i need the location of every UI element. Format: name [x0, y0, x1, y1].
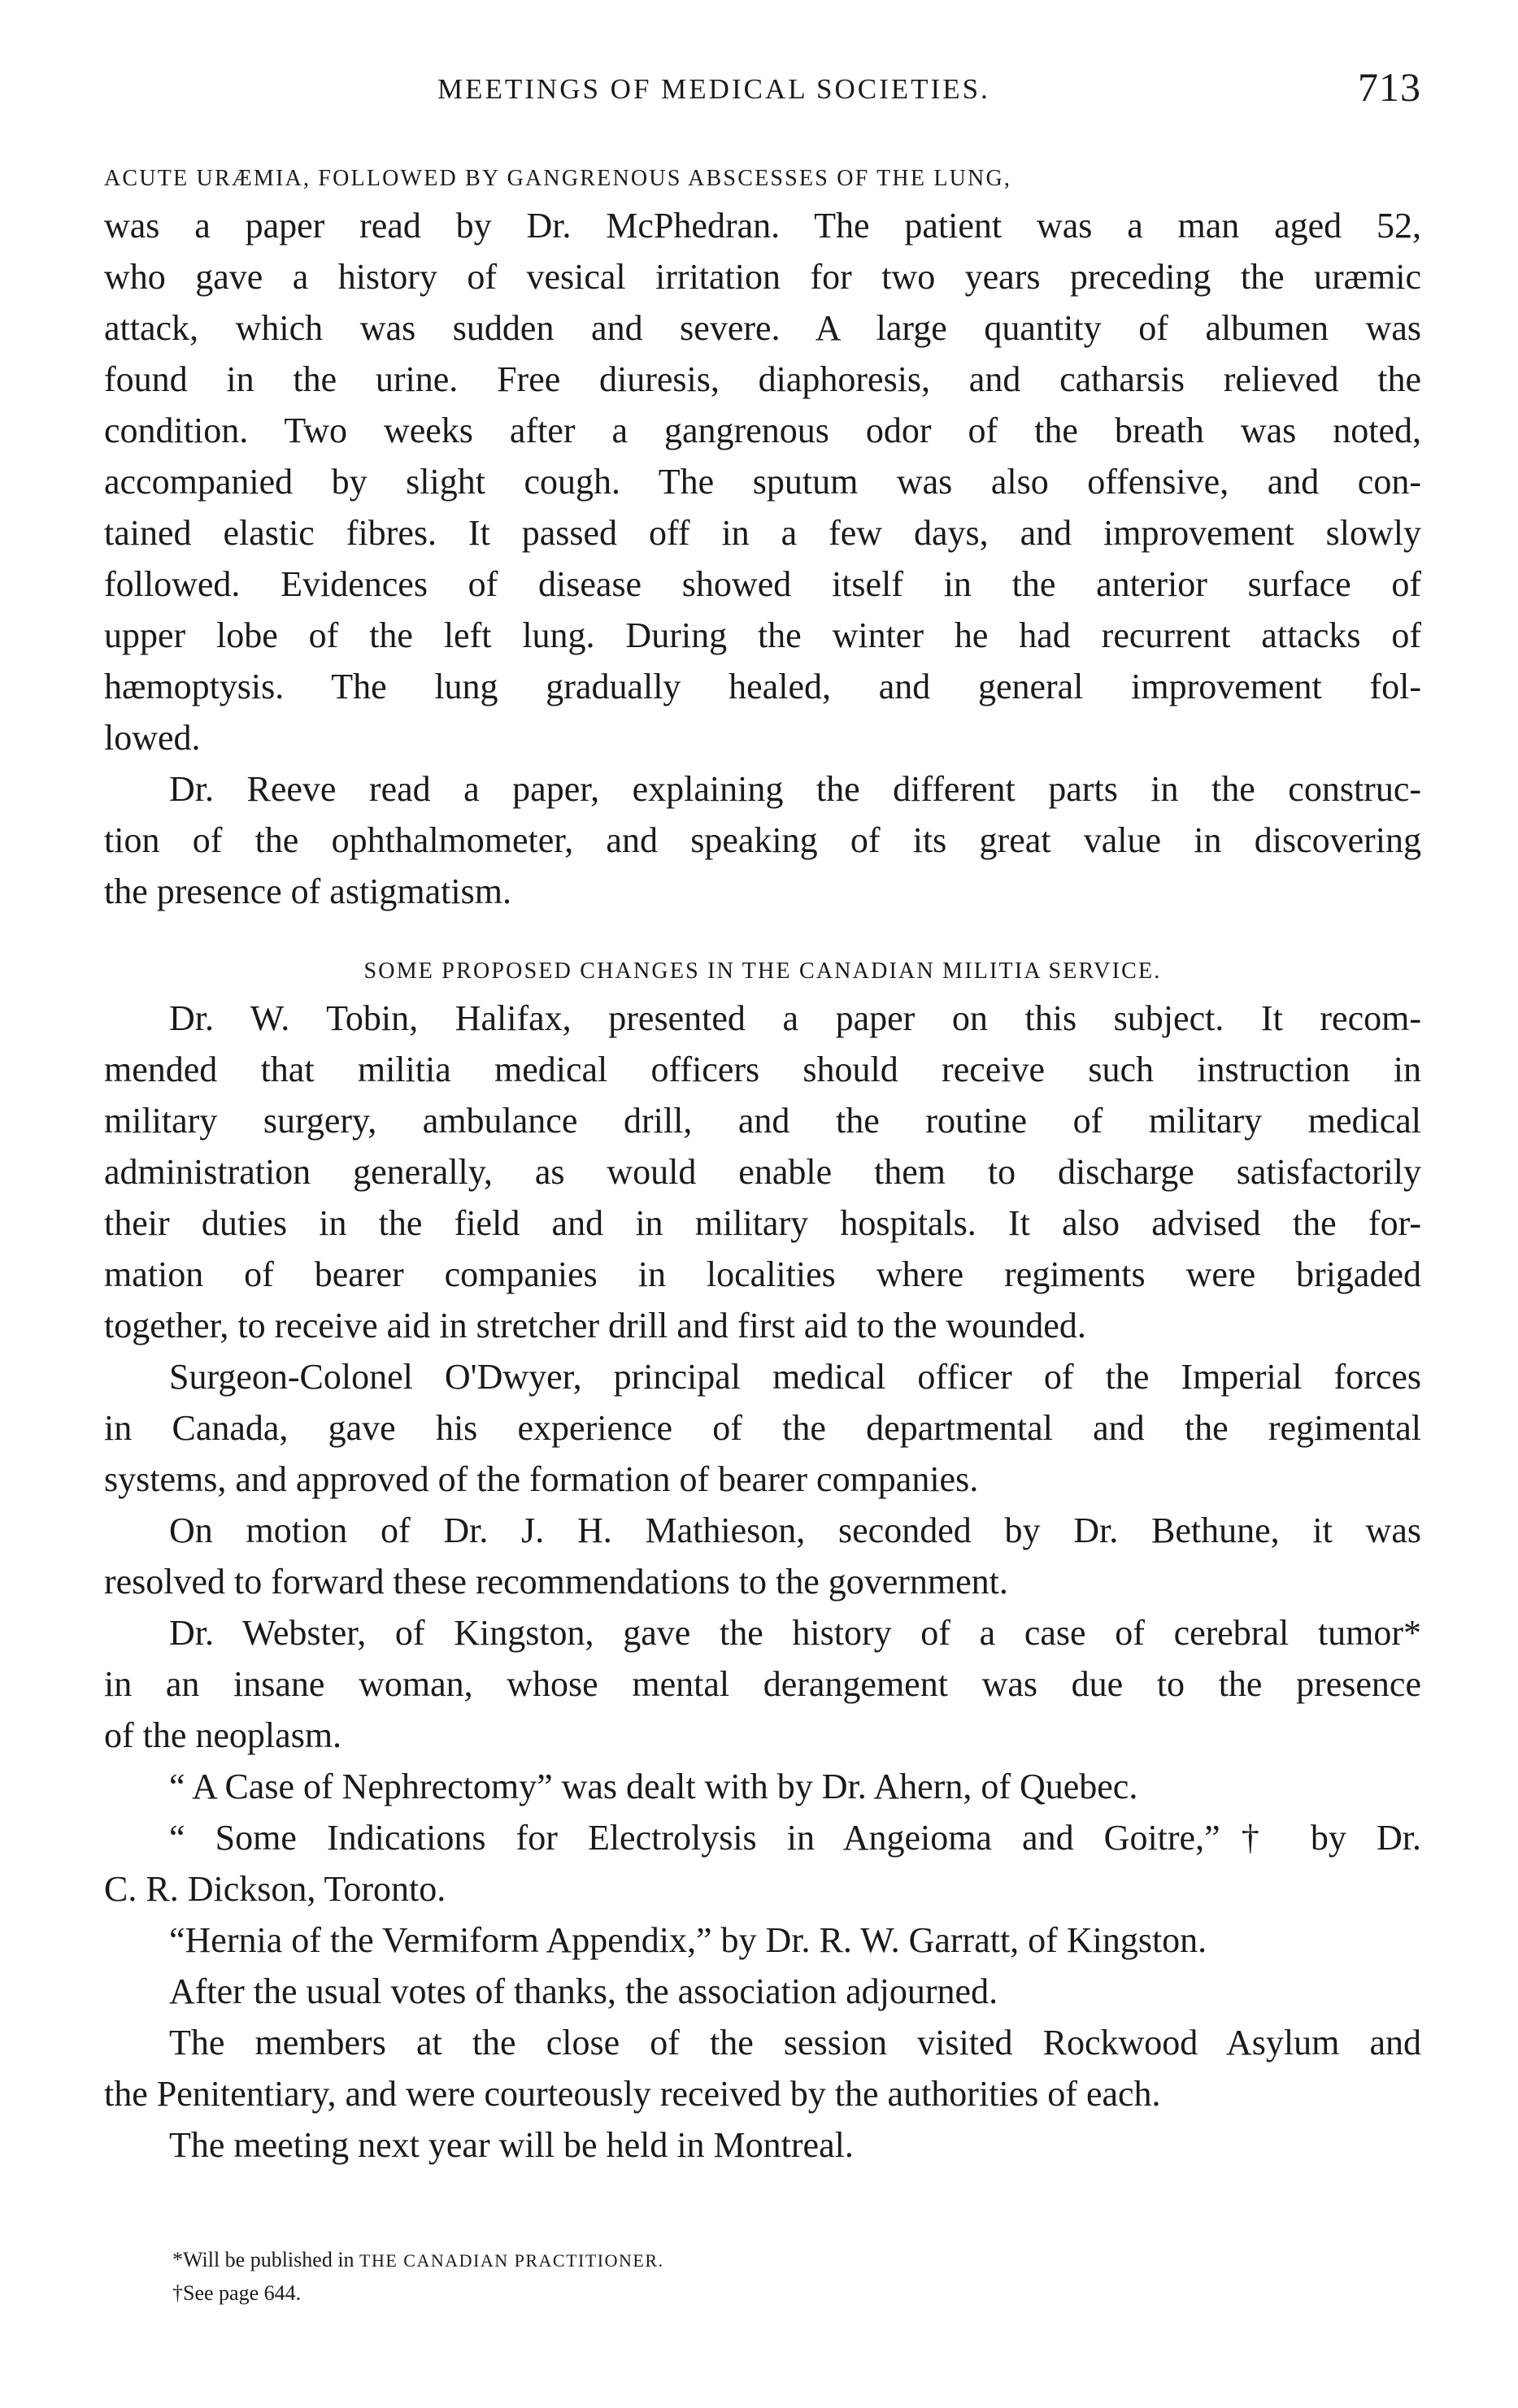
footnote-journal-name: THE CANADIAN PRACTITIONER.: [359, 2250, 664, 2271]
paragraph-mathieson-motion: [104, 1505, 1421, 1607]
text-line: who gave a history of vesical irritation for two years preceding the uræmic: [104, 257, 1421, 297]
paragraph-hernia: [104, 1915, 1421, 1966]
text-line: upper lobe of the left lung. During the winter he had recurrent attacks of: [104, 615, 1421, 655]
text-line: of the neoplasm.: [104, 1715, 342, 1755]
text-line: hæmoptysis. The lung gradually healed, and general improvement fol-: [104, 667, 1421, 706]
text-line: The members at the close of the session visited Rockwood Asylum and: [169, 2023, 1421, 2062]
paragraph-nephrectomy: [104, 1761, 1421, 1812]
text-line: C. R. Dickson, Toronto.: [104, 1869, 446, 1909]
text-line: “ A Case of Nephrectomy” was dealt with by Dr. Ahern, of Quebec.: [169, 1767, 1138, 1806]
text-line: “Hernia of the Vermiform Appendix,” by Dr. R. W. Garratt, of Kingston.: [169, 1920, 1207, 1960]
footnote-electrolysis: †See page 644.: [172, 2281, 302, 2305]
page-number: 713: [1358, 64, 1421, 110]
paragraph-adjourned: [104, 1966, 1421, 2017]
paragraph-visits: [104, 2017, 1421, 2119]
running-head: [104, 63, 1421, 128]
text-line: Dr. W. Tobin, Halifax, presented a paper on this subject. It recom-: [169, 998, 1421, 1038]
text-line: “ Some Indications for Electrolysis in Angeioma and Goitre,”† by Dr.: [169, 1818, 1421, 1858]
text-line: accompanied by slight cough. The sputum was also offensive, and con-: [104, 462, 1421, 502]
section-heading-acute-uraemia: ACUTE URÆMIA, FOLLOWED BY GANGRENOUS ABSCESSES OF THE LUNG,: [104, 166, 1012, 191]
paragraph-reeve: [104, 763, 1421, 917]
text-line: together, to receive aid in stretcher drill and first aid to the wounded.: [104, 1306, 1086, 1345]
text-line: the Penitentiary, and were courteously received by the authorities of each.: [104, 2074, 1161, 2114]
paragraph-next-meeting: [104, 2119, 1421, 2171]
text-line: tained elastic fibres. It passed off in a few days, and improvement slowly: [104, 513, 1421, 553]
paragraph-electrolysis: [104, 1812, 1421, 1915]
paragraph-tobin: [104, 993, 1421, 1351]
text-line: their duties in the field and in military hospitals. It also advised the for-: [104, 1203, 1421, 1243]
text-line: systems, and approved of the formation of bearer companies.: [104, 1459, 979, 1499]
footnote-tumor-text: *Will be published in: [172, 2248, 360, 2271]
footnote-tumor: [172, 2244, 1067, 2277]
paragraph-webster: [104, 1607, 1421, 1761]
text-line: mended that militia medical officers should receive such instruction in: [104, 1050, 1421, 1089]
paragraph-odwyer: [104, 1351, 1421, 1505]
text-line: Surgeon-Colonel O'Dwyer, principal medical officer of the Imperial forces: [169, 1357, 1421, 1397]
text-line: administration generally, as would enable them to discharge satisfactorily: [104, 1152, 1421, 1192]
text-line: Dr. Reeve read a paper, explaining the different parts in the construc-: [169, 769, 1421, 809]
text-line: Dr. Webster, of Kingston, gave the history of a case of cerebral tumor*: [169, 1613, 1421, 1653]
text-line: was a paper read by Dr. McPhedran. The patient was a man aged 52,: [104, 206, 1421, 246]
text-line: condition. Two weeks after a gangrenous odor of the breath was noted,: [104, 411, 1421, 450]
running-title: MEETINGS OF MEDICAL SOCIETIES.: [437, 73, 990, 105]
paragraph-mcphedran: [104, 200, 1421, 763]
text-line: tion of the ophthalmometer, and speaking of its great value in discovering: [104, 820, 1421, 860]
text-line: the presence of astigmatism.: [104, 871, 511, 911]
text-line: The meeting next year will be held in Montreal.: [169, 2125, 854, 2165]
text-line: On motion of Dr. J. H. Mathieson, seconded by Dr. Bethune, it was: [169, 1510, 1421, 1550]
text-line: in Canada, gave his experience of the departmental and the regimental: [104, 1408, 1421, 1448]
text-line: mation of bearer companies in localities where regiments were brigaded: [104, 1254, 1421, 1294]
text-line: military surgery, ambulance drill, and the routine of military medical: [104, 1101, 1421, 1141]
text-line: After the usual votes of thanks, the association adjourned.: [169, 1971, 998, 2011]
text-line: attack, which was sudden and severe. A large quantity of albumen was: [104, 308, 1421, 348]
section-heading-militia-service: SOME PROPOSED CHANGES IN THE CANADIAN MILITIA SERVICE.: [363, 958, 1162, 984]
text-line: in an insane woman, whose mental derangement was due to the presence: [104, 1664, 1421, 1704]
text-line: lowed.: [104, 718, 201, 758]
text-line: followed. Evidences of disease showed itself in the anterior surface of: [104, 564, 1421, 604]
footnotes: [172, 2244, 1067, 2310]
text-line: found in the urine. Free diuresis, diaphoresis, and catharsis relieved the: [104, 359, 1421, 399]
text-line: resolved to forward these recommendations to the government.: [104, 1562, 1008, 1602]
article-body: [104, 163, 1421, 2171]
